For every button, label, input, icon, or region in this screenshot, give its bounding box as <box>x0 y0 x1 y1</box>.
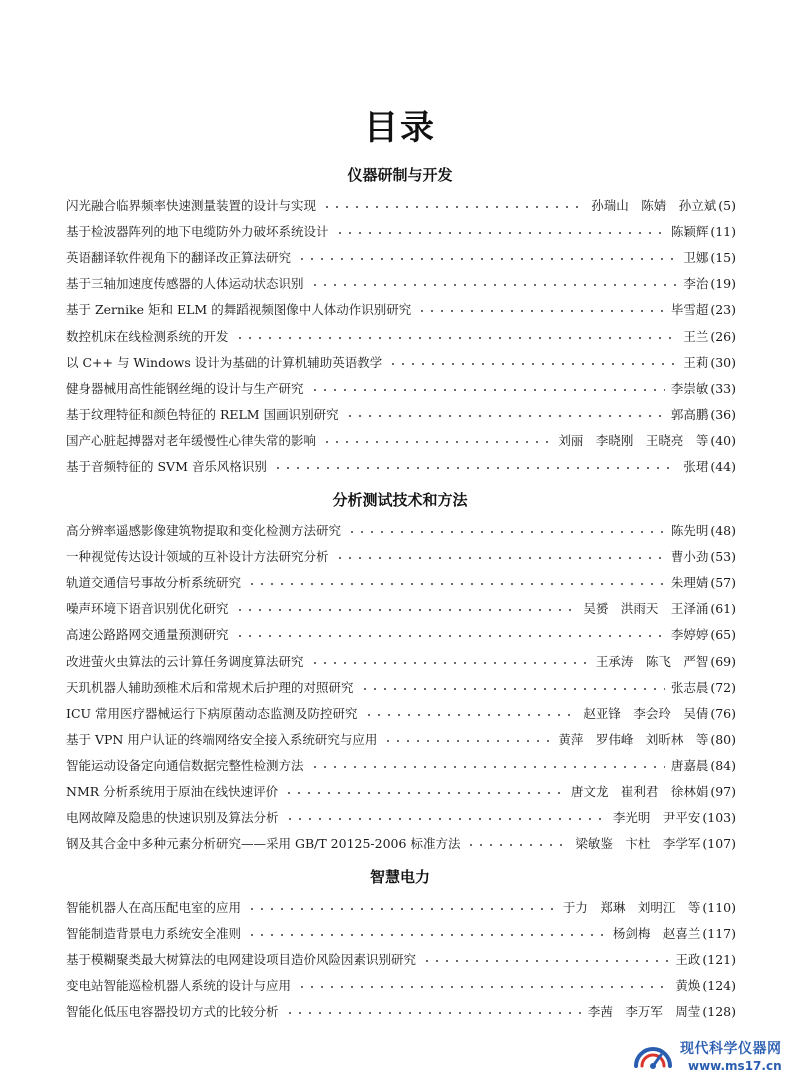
entry-page-number: (44) <box>710 459 736 474</box>
toc-entry[interactable] <box>66 898 736 918</box>
entry-title: 健身器械用高性能钢丝绳的设计与生产研究 <box>66 380 304 396</box>
toc-entry[interactable] <box>66 625 736 645</box>
dot-leader <box>247 907 557 911</box>
entry-authors: 于力 郑琳 刘明江 等 <box>562 900 701 915</box>
dot-leader <box>364 713 578 717</box>
entry-page-number: (80) <box>710 731 736 747</box>
entry-title: 国产心脏起搏器对老年缓慢性心律失常的影响 <box>66 432 317 448</box>
entry-page-number: (15) <box>710 250 736 266</box>
entry-page-number: (53) <box>710 549 736 565</box>
entry-title: 智能机器人在高压配电室的应用 <box>66 900 242 915</box>
entry-authors: 刘丽 李晓刚 王晓亮 等 <box>558 432 709 448</box>
toc-entry[interactable] <box>66 547 736 567</box>
entry-title: 改进萤火虫算法的云计算任务调度算法研究 <box>66 653 304 669</box>
toc-entry[interactable] <box>66 573 736 593</box>
section-heading: 仪器研制与开发 <box>347 166 453 184</box>
entry-title: ICU 常用医疗器械运行下病原菌动态监测及防控研究 <box>66 705 358 721</box>
dot-leader <box>235 608 578 612</box>
entry-title: 高速公路路网交通量预测研究 <box>66 627 229 643</box>
toc-entry[interactable] <box>66 222 736 242</box>
entry-title: 钢及其合金中多种元素分析研究——采用 GB/T 20125-2006 标准方法 <box>66 836 461 852</box>
dot-leader <box>310 283 678 287</box>
dot-leader <box>297 257 677 261</box>
toc-entry[interactable] <box>66 431 736 451</box>
toc-entry[interactable] <box>66 730 736 750</box>
toc-entry[interactable] <box>66 782 736 802</box>
toc-entry[interactable] <box>66 808 736 828</box>
entry-page-number: (48) <box>710 523 736 538</box>
entry-authors: 李治 <box>683 276 709 292</box>
entry-title: 一种视觉传达设计领域的互补设计方法研究分析 <box>66 549 329 565</box>
entry-authors: 唐嘉晨 <box>670 757 709 773</box>
entry-authors: 赵亚锋 李会玲 吴倩 <box>583 705 709 721</box>
section-heading: 智慧电力 <box>369 868 430 886</box>
entry-authors: 李光明 尹平安 <box>612 810 701 826</box>
entry-title: NMR 分析系统用于原油在线快速评价 <box>66 784 279 799</box>
toc-entry[interactable] <box>66 652 736 672</box>
entry-authors: 王兰 <box>683 328 709 344</box>
dot-leader <box>335 231 665 235</box>
section-heading: 分析测试技术和方法 <box>332 491 468 509</box>
entry-page-number: (76) <box>710 705 736 721</box>
entry-title: 基于纹理特征和颜色特征的 RELM 国画识别研究 <box>66 406 339 422</box>
entry-authors: 朱理婧 <box>670 575 709 591</box>
entry-authors: 张珺 <box>683 459 709 474</box>
dot-leader <box>247 933 607 937</box>
toc-entry[interactable] <box>66 976 736 996</box>
dot-leader <box>360 687 665 691</box>
page-title: 目录 <box>364 108 436 148</box>
toc-entry[interactable] <box>66 756 736 776</box>
entry-authors: 曹小劲 <box>670 549 709 565</box>
entry-title: 智能运动设备定向通信数据完整性检测方法 <box>66 757 304 773</box>
dot-leader <box>322 440 552 444</box>
entry-page-number: (124) <box>702 978 736 994</box>
dot-leader <box>383 739 552 743</box>
entry-authors: 陈先明 <box>670 523 709 538</box>
entry-page-number: (11) <box>710 224 736 240</box>
watermark <box>630 1032 798 1082</box>
toc-entry[interactable] <box>66 924 736 944</box>
entry-title: 智能化低压电容器投切方式的比较分析 <box>66 1004 279 1020</box>
entry-page-number: (5) <box>718 198 736 213</box>
dot-leader <box>247 582 665 586</box>
entry-page-number: (40) <box>710 432 736 448</box>
toc-entry[interactable] <box>66 405 736 425</box>
entry-title: 英语翻译软件视角下的翻译改正算法研究 <box>66 250 292 266</box>
dot-leader <box>310 388 665 392</box>
entry-title: 基于 Zernike 矩和 ELM 的舞蹈视频图像中人体动作识别研究 <box>66 302 412 318</box>
dot-leader <box>273 466 677 470</box>
entry-authors: 陈颖辉 <box>670 224 709 240</box>
entry-title: 智能制造背景电力系统安全准则 <box>66 926 242 942</box>
entry-title: 变电站智能巡检机器人系统的设计与应用 <box>66 978 292 994</box>
dot-leader <box>417 309 665 313</box>
toc-entry[interactable] <box>66 300 736 320</box>
dot-leader <box>345 414 665 418</box>
entry-page-number: (26) <box>710 328 736 344</box>
entry-authors: 毕雪超 <box>670 302 709 318</box>
entry-title: 以 C++ 与 Windows 设计为基础的计算机辅助英语教学 <box>66 354 383 370</box>
entry-authors: 梁敏鉴 卞杜 李学军 <box>575 836 701 852</box>
toc-entry[interactable] <box>66 274 736 294</box>
toc-entry[interactable] <box>66 379 736 399</box>
entry-page-number: (84) <box>710 757 736 773</box>
dot-leader <box>347 530 665 534</box>
watermark-url: www.ms17.cn <box>688 1059 782 1073</box>
toc-entry[interactable] <box>66 457 736 477</box>
entry-authors: 李婷婷 <box>670 627 709 643</box>
entry-authors: 黄萍 罗伟峰 刘昕林 等 <box>558 731 709 747</box>
watermark-site-name: 现代科学仪器网 <box>680 1041 782 1057</box>
entry-page-number: (36) <box>710 406 736 422</box>
toc-entry[interactable] <box>66 521 736 541</box>
entry-authors: 吴赟 洪雨天 王泽涌 <box>583 601 709 617</box>
dot-leader <box>297 985 669 989</box>
entry-authors: 李崇敏 <box>670 380 709 396</box>
entry-authors: 唐文龙 崔利君 徐林娟 <box>570 784 709 799</box>
toc-entry[interactable] <box>66 834 736 854</box>
entry-title: 天玑机器人辅助颈椎术后和常规术后护理的对照研究 <box>66 679 354 695</box>
dot-leader <box>284 791 565 795</box>
entry-authors: 张志晨 <box>670 679 709 695</box>
entry-title: 基于检波器阵列的地下电缆防外力破坏系统设计 <box>66 224 329 240</box>
entry-page-number: (110) <box>702 900 736 915</box>
entry-page-number: (33) <box>710 380 736 396</box>
entry-title: 闪光融合临界频率快速测量装置的设计与实现 <box>66 198 317 213</box>
dot-leader <box>285 1011 582 1015</box>
dot-leader <box>310 661 590 665</box>
entry-page-number: (69) <box>710 653 736 669</box>
dot-leader <box>335 556 665 560</box>
dot-leader <box>285 817 607 821</box>
entry-title: 基于三轴加速度传感器的人体运动状态识别 <box>66 276 304 292</box>
toc-entry[interactable] <box>66 678 736 698</box>
dot-leader <box>235 634 665 638</box>
entry-page-number: (117) <box>702 926 736 942</box>
entry-page-number: (65) <box>710 627 736 643</box>
toc-entry[interactable] <box>66 248 736 268</box>
entry-page-number: (128) <box>702 1004 736 1020</box>
entry-authors: 卫娜 <box>683 250 709 266</box>
entry-title: 电网故障及隐患的快速识别及算法分析 <box>66 810 279 826</box>
toc-entry[interactable] <box>66 950 736 970</box>
dot-leader <box>310 765 665 769</box>
dot-leader <box>388 362 677 366</box>
dot-leader <box>422 959 669 963</box>
entry-title: 噪声环境下语音识别优化研究 <box>66 601 229 617</box>
entry-title: 基于音频特征的 SVM 音乐风格识别 <box>66 459 267 474</box>
entry-authors: 郭高鹏 <box>670 406 709 422</box>
entry-page-number: (23) <box>710 302 736 318</box>
toc-entry[interactable] <box>66 704 736 724</box>
entry-title: 轨道交通信号事故分析系统研究 <box>66 575 242 591</box>
toc-entry[interactable] <box>66 327 736 347</box>
entry-page-number: (97) <box>710 784 736 799</box>
toc-entry[interactable] <box>66 196 736 216</box>
entry-page-number: (103) <box>702 810 736 826</box>
entry-page-number: (19) <box>710 276 736 292</box>
entry-authors: 黄焕 <box>675 978 701 994</box>
entry-page-number: (107) <box>702 836 736 852</box>
dot-leader <box>235 336 678 340</box>
dot-leader <box>466 843 569 847</box>
entry-authors: 王政 <box>675 952 701 968</box>
entry-page-number: (61) <box>710 601 736 617</box>
toc-entry[interactable] <box>66 1002 736 1022</box>
entry-authors: 杨剑梅 赵喜兰 <box>612 926 701 942</box>
entry-page-number: (121) <box>702 952 736 968</box>
entry-authors: 李茜 李万军 周莹 <box>587 1004 701 1020</box>
entry-page-number: (72) <box>710 679 736 695</box>
entry-title: 基于 VPN 用户认证的终端网络安全接入系统研究与应用 <box>66 731 378 747</box>
toc-entry[interactable] <box>66 599 736 619</box>
dot-leader <box>322 205 585 209</box>
gauge-logo-icon <box>630 1036 676 1078</box>
entry-authors: 孙瑞山 陈婧 孙立斌 <box>591 198 717 213</box>
entry-authors: 王莉 <box>683 354 709 370</box>
entry-title: 高分辨率遥感影像建筑物提取和变化检测方法研究 <box>66 523 342 538</box>
entry-page-number: (30) <box>710 354 736 370</box>
entry-authors: 王承涛 陈飞 严智 <box>595 653 709 669</box>
toc-entry[interactable] <box>66 353 736 373</box>
entry-title: 数控机床在线检测系统的开发 <box>66 328 229 344</box>
entry-title: 基于模糊聚类最大树算法的电网建设项目造价风险因素识别研究 <box>66 952 417 968</box>
entry-page-number: (57) <box>710 575 736 591</box>
